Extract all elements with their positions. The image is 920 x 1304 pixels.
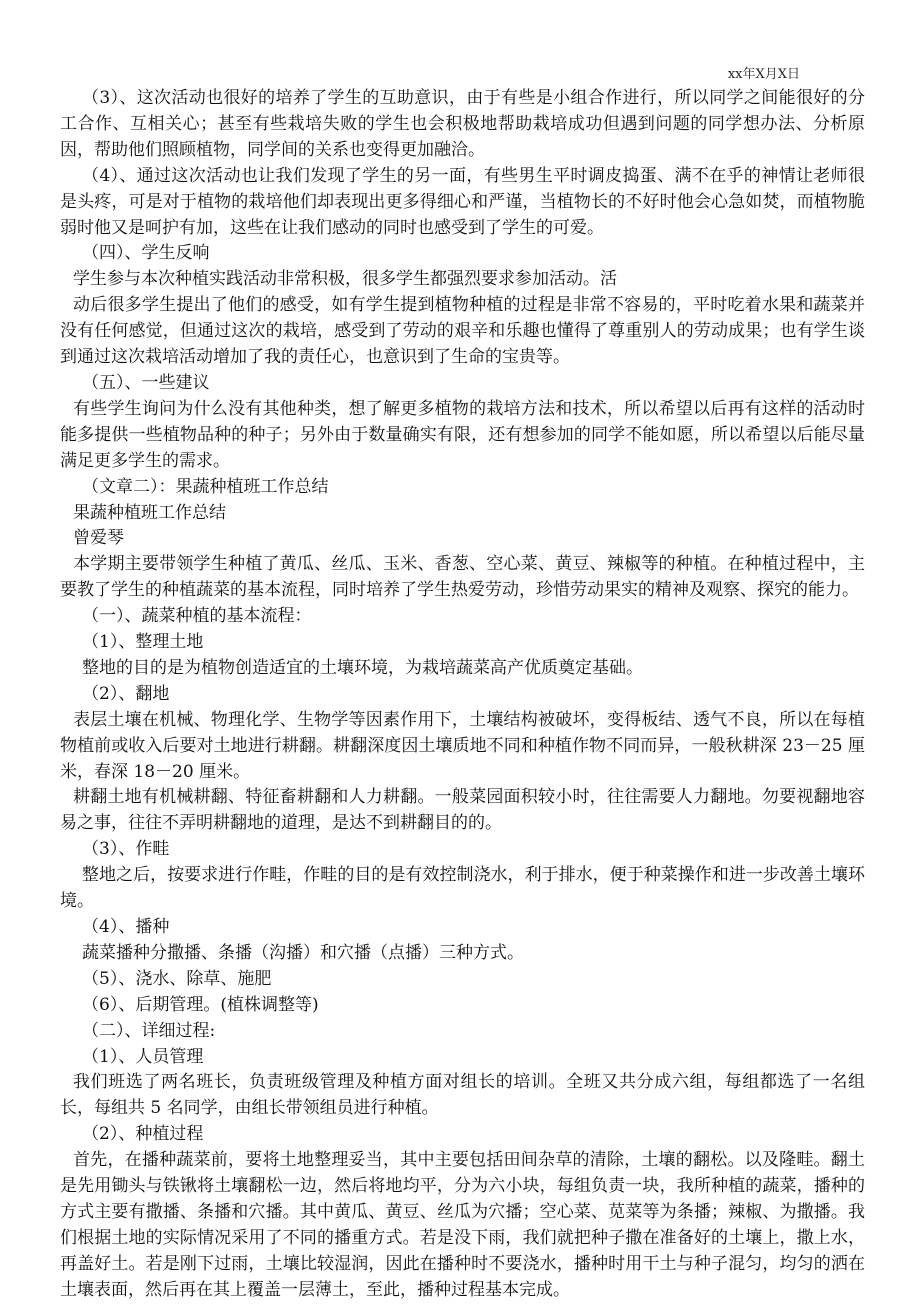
paragraph-response-body: 动后很多学生提出了他们的感受，如有学生提到植物种植的过程是非常不容易的，平时吃着水果和蔬菜并没有任何感觉，但通过这次的栽培，感受到了劳动的艰辛和乐趣也懂得了尊重别人的劳动成果；也有学生谈到通过这次栽培活动增加了我的责任心，也意识到了生命的宝贵等。 <box>60 295 865 368</box>
paragraph-ridging: 整地之后，按要求进行作畦，作畦的目的是有效控制浇水，利于排水，便于种菜操作和进一步改善土壤环境。 <box>60 865 865 912</box>
paragraph-planting-process: 首先，在播种蔬菜前，要将土地整理妥当，其中主要包括田间杂草的清除，土壤的翻松。以及隆畦。翻土是先用锄头与铁锹将土壤翻松一边，然后将地均平，分为六小块，每组负责一块，我所种植的蔬菜，播种的方式主要有撒播、条播和穴播。其中黄瓜、黄豆、丝瓜为穴播；空心菜、苋菜等为条播；辣椒、为撒播。我们根据土地的实际情况采用了不同的播重方式。若是没下雨，我们就把种子撒在准备好的土壤上，撒上水，再盖好土。若是刚下过雨，土壤比较湿润，因此在播种时不要浇水，播种时用干土与种子混匀，均匀的洒在土壤表面，然后再在其上覆盖一层薄土，至此，播种过程基本完成。 <box>60 1150 865 1300</box>
paragraph-4-discovery: （4）、通过这次活动也让我们发现了学生的另一面，有些男生平时调皮捣蛋、满不在乎的神情让老师很是头疼，可是对于植物的栽培他们却表现出更多得细心和严谨，当植物长的不好时他会心急如焚，而植物脆弱时他又是呵护有加，这些在让我们感动的同时也感受到了学生的可爱。 <box>60 165 865 238</box>
document-body <box>60 86 865 1304</box>
subheading-ridging: （3）、作畦 <box>82 839 170 860</box>
header-date: xx年X月X日 <box>727 67 800 82</box>
paragraph-response-intro: 学生参与本次种植实践活动非常积极，很多学生都强烈要求参加活动。活 <box>73 269 617 290</box>
subheading-planting-process: （2）、种植过程 <box>82 1124 204 1145</box>
subheading-watering: （5）、浇水、除草、施肥 <box>82 968 272 989</box>
section-heading-suggestions: （五）、一些建议 <box>82 372 210 393</box>
subheading-plowing: （2）、翻地 <box>82 683 170 704</box>
article-title: 果蔬种植班工作总结 <box>73 502 226 523</box>
paragraph-prepare-land: 整地的目的是为植物创造适宜的土壤环境，为栽培蔬菜高产优质奠定基础。 <box>82 657 643 678</box>
paragraph-semester-summary: 本学期主要带领学生种植了黄瓜、丝瓜、玉米、香葱、空心菜、黄豆、辣椒等的种植。在种植过程中，主要教了学生的种植蔬菜的基本流程，同时培养了学生热爱劳动，珍惜劳动果实的精神及观察、探究的能力。 <box>60 554 865 601</box>
section-heading-basic-process: （一）、蔬菜种植的基本流程： <box>82 606 312 627</box>
paragraph-sowing: 蔬菜播种分撒播、条播（沟播）和穴播（点播）三种方式。 <box>82 942 524 963</box>
subheading-personnel: （1）、人员管理 <box>82 1046 204 1067</box>
paragraph-plowing-methods: 耕翻土地有机械耕翻、特征畜耕翻和人力耕翻。一般菜园面积较小时，往往需要人力翻地。勿要视翻地容易之事，往往不弄明耕翻地的道理，是达不到耕翻目的的。 <box>60 787 865 834</box>
paragraph-suggestions: 有些学生询问为什么没有其他种类，想了解更多植物的栽培方法和技术，所以希望以后再有这样的活动时能多提供一些植物品种的种子；另外由于数量确实有限，还有想参加的同学不能如愿，所以希望以后能尽量满足更多学生的需求。 <box>60 398 865 471</box>
section-heading-detailed-process: （二）、详细过程: <box>82 1020 216 1041</box>
section-heading-student-response: （四）、学生反响 <box>82 243 210 264</box>
subheading-prepare-land: （1）、整理土地 <box>82 632 204 653</box>
subheading-later-management: （6）、后期管理。(植株调整等) <box>82 994 319 1015</box>
author-name: 曾爱琴 <box>73 528 124 549</box>
subheading-sowing: （4）、播种 <box>82 917 170 937</box>
paragraph-personnel: 我们班选了两名班长，负责班级管理及种植方面对组长的培训。全班又共分成六组，每组都选了一名组长，每组共 5 名同学，由组长带领组员进行种植。 <box>60 1072 865 1119</box>
article-two-heading: （文章二）：果蔬种植班工作总结 <box>82 476 329 497</box>
paragraph-3-cooperation: （3）、这次活动也很好的培养了学生的互助意识，由于有些是小组合作进行，所以同学之间能很好的分工合作、互相关心；甚至有些栽培失败的学生也会积极地帮助栽培成功但遇到问题的同学想办法、分析原因，帮助他们照顾植物，同学间的关系也变得更加融洽。 <box>60 88 865 160</box>
paragraph-plowing: 表层土壤在机械、物理化学、生物学等因素作用下，土壤结构被破坏，变得板结、透气不良，所以在每植物植前或收入后要对土地进行耕翻。耕翻深度因土壤质地不同和种植作物不同而异，一般秋耕深 23－25 厘米，春深 18－20 厘米。 <box>60 709 865 782</box>
